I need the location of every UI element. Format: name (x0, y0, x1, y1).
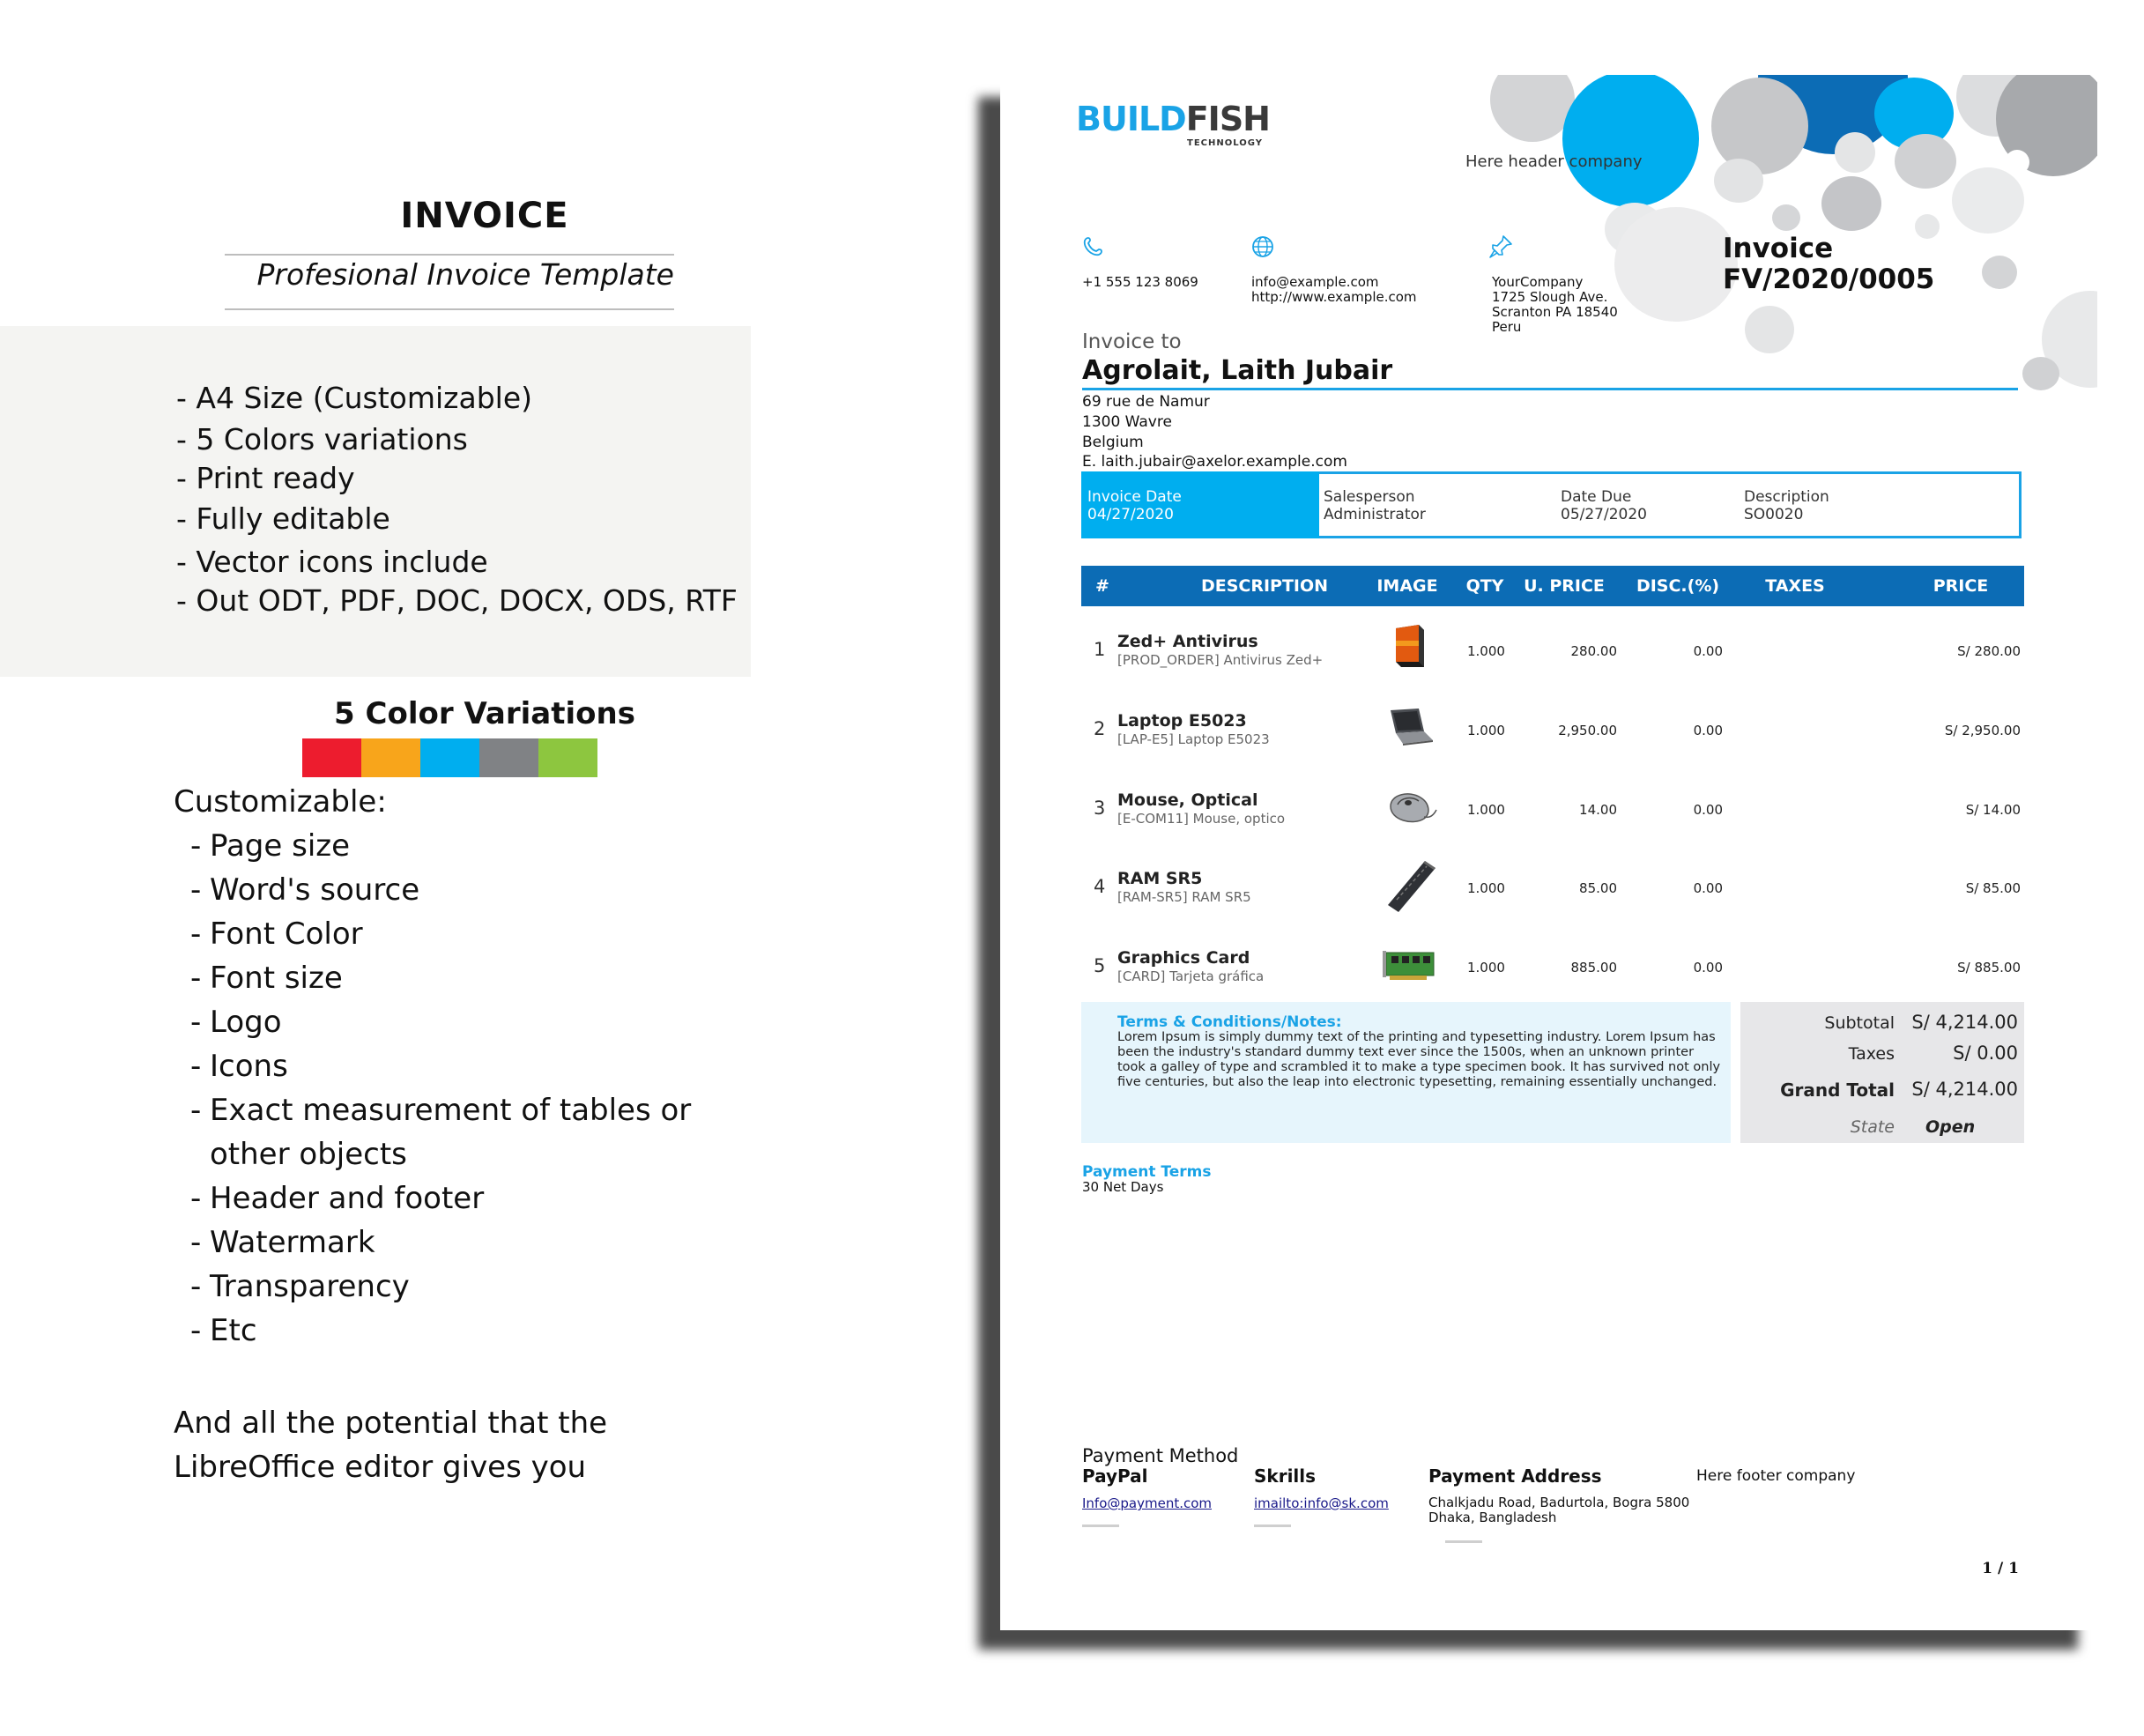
company-logo-subtitle: TECHNOLOGY (1187, 138, 1263, 148)
bubble-decoration (2005, 150, 2029, 174)
page-number: 1 / 1 (1982, 1560, 2019, 1577)
col-header-qty: QTY (1465, 576, 1504, 596)
row-qty: 1.000 (1467, 723, 1505, 738)
row-unit-price: 885.00 (1570, 960, 1617, 976)
title-rule-top (225, 254, 674, 256)
skrills-label: Skrills (1254, 1465, 1317, 1487)
promo-title: INVOICE (400, 196, 569, 236)
row-number: 2 (1094, 718, 1106, 739)
title-rule-bottom (225, 308, 674, 310)
bubble-decoration (1714, 159, 1763, 203)
row-qty: 1.000 (1467, 960, 1505, 976)
bubble-decoration (1982, 256, 2017, 289)
company-address-line: 1725 Slough Ave. (1492, 289, 1608, 305)
customizable-item: - Page size (190, 828, 351, 864)
antivirus-box-image (1392, 623, 1428, 672)
color-swatch-red[interactable] (302, 738, 361, 777)
footer-divider (1445, 1540, 1482, 1543)
client-underline (1082, 388, 2018, 390)
laptop-image (1384, 707, 1435, 751)
row-number: 5 (1094, 955, 1106, 976)
invoice-title: Invoice (1723, 233, 1834, 264)
company-website[interactable]: http://www.example.com (1251, 289, 1417, 305)
payment-terms-value: 30 Net Days (1082, 1179, 1164, 1195)
bubble-decoration (1835, 132, 1875, 173)
row-unit-price: 280.00 (1570, 643, 1617, 659)
row-discount: 0.00 (1693, 802, 1723, 818)
paypal-link[interactable]: Info@payment.com (1082, 1495, 1213, 1511)
payment-method-label: Payment Method (1082, 1445, 1239, 1466)
row-product-name: Zed+ Antivirus (1117, 632, 1258, 651)
invoice-date-value: 04/27/2020 (1087, 506, 1174, 523)
notes-text: Lorem Ipsum is simply dummy text of the printing and typesetting industry. Lorem Ipsum has been the industry's standard dummy text ever since the 1500s, when an unknown printer took a galley of type and scrambled it to make a type specimen book. It has survived not only five centuries, but also the leap into electronic typesetting, remaining essentially unchanged. (1117, 1030, 1721, 1089)
client-email: E. laith.jubair@axelor.example.com (1082, 453, 1347, 471)
row-price: S/ 2,950.00 (1944, 723, 2021, 738)
company-phone: +1 555 123 8069 (1082, 274, 1198, 290)
row-number: 3 (1094, 798, 1106, 819)
customizable-item: - Etc (190, 1313, 257, 1348)
row-unit-price: 85.00 (1579, 880, 1617, 896)
col-header-unit-price: U. PRICE (1524, 576, 1605, 596)
bubble-decoration (1821, 176, 1881, 231)
client-address-line: 1300 Wavre (1082, 413, 1172, 431)
invoice-page (1000, 75, 2097, 1630)
feature-item: - Print ready (176, 461, 355, 495)
row-qty: 1.000 (1467, 643, 1505, 659)
bubble-decoration (1745, 306, 1794, 353)
company-logo: BUILDFISH (1076, 100, 1270, 138)
row-price: S/ 280.00 (1957, 643, 2021, 659)
customizable-item: - Watermark (190, 1225, 375, 1260)
pin-icon (1487, 234, 1514, 265)
client-address-line: 69 rue de Namur (1082, 393, 1210, 411)
row-number: 1 (1094, 639, 1106, 660)
feature-item: - Fully editable (176, 501, 390, 536)
row-price: S/ 885.00 (1957, 960, 2021, 976)
col-header-discount: DISC.(%) (1636, 576, 1720, 596)
col-header-number: # (1095, 576, 1109, 596)
row-product-name: Graphics Card (1117, 948, 1250, 968)
grand-total-label: Grand Total (1780, 1079, 1895, 1101)
salesperson-value: Administrator (1324, 506, 1426, 523)
row-product-code: [RAM-SR5] RAM SR5 (1117, 889, 1251, 905)
bubble-decoration (1614, 207, 1738, 322)
description-label: Description (1744, 488, 1829, 506)
feature-item: - 5 Colors variations (176, 422, 468, 456)
feature-item: - Vector icons include (176, 545, 488, 579)
customizable-item: - Logo (190, 1005, 282, 1040)
promo-subtitle: Profesional Invoice Template (256, 257, 674, 292)
row-price: S/ 85.00 (1965, 880, 2021, 896)
row-unit-price: 2,950.00 (1558, 723, 1617, 738)
payment-address-label: Payment Address (1428, 1465, 1602, 1487)
row-product-code: [CARD] Tarjeta gráfica (1117, 968, 1265, 984)
globe-icon (1250, 234, 1276, 265)
customizable-item: - Font Color (190, 916, 363, 952)
company-email[interactable]: info@example.com (1251, 274, 1379, 290)
invoice-to-label: Invoice to (1082, 330, 1182, 353)
company-address-line: Peru (1492, 319, 1522, 335)
footer-divider (1254, 1525, 1291, 1527)
payment-terms-label: Payment Terms (1082, 1163, 1212, 1181)
row-product-name: Mouse, Optical (1117, 790, 1258, 810)
bubble-decoration (1711, 78, 1808, 174)
salesperson-label: Salesperson (1324, 488, 1415, 506)
row-product-code: [PROD_ORDER] Antivirus Zed+ (1117, 652, 1324, 668)
paypal-label: PayPal (1082, 1465, 1148, 1487)
company-address-line: Scranton PA 18540 (1492, 304, 1618, 320)
grand-total-value: S/ 4,214.00 (1911, 1079, 2018, 1100)
row-qty: 1.000 (1467, 880, 1505, 896)
row-discount: 0.00 (1693, 643, 1723, 659)
skrills-link[interactable]: imailto:info@sk.com (1254, 1495, 1389, 1511)
taxes-value: S/ 0.00 (1953, 1042, 2018, 1064)
invoice-date-label: Invoice Date (1087, 488, 1182, 506)
payment-address-line: Dhaka, Bangladesh (1428, 1510, 1557, 1525)
features-panel (0, 326, 751, 677)
subtotal-value: S/ 4,214.00 (1911, 1012, 2018, 1033)
row-product-name: RAM SR5 (1117, 869, 1203, 888)
row-discount: 0.00 (1693, 723, 1723, 738)
row-unit-price: 14.00 (1579, 802, 1617, 818)
color-swatch-gray[interactable] (479, 738, 538, 777)
footer-company-text: Here footer company (1696, 1467, 1856, 1485)
row-number: 4 (1094, 876, 1106, 897)
client-address-line: Belgium (1082, 434, 1144, 451)
potential-text: And all the potential that the LibreOffice editor gives you (174, 1406, 608, 1485)
color-swatch-blue[interactable] (420, 738, 479, 777)
row-product-code: [LAP-E5] Laptop E5023 (1117, 731, 1270, 747)
customizable-item: - Icons (190, 1049, 288, 1084)
bubble-decoration (1895, 134, 1956, 189)
row-discount: 0.00 (1693, 960, 1723, 976)
row-product-name: Laptop E5023 (1117, 711, 1247, 731)
taxes-label: Taxes (1848, 1044, 1895, 1064)
bubble-decoration (2022, 357, 2059, 390)
customizable-heading: Customizable: (174, 784, 387, 820)
customizable-item: - Header and footer (190, 1181, 485, 1216)
customizable-item: - Font size (190, 961, 343, 996)
phone-icon (1079, 234, 1106, 265)
feature-item: - Out ODT, PDF, DOC, DOCX, ODS, RTF (176, 583, 738, 618)
description-value: SO0020 (1744, 506, 1804, 523)
col-header-description: DESCRIPTION (1200, 576, 1329, 596)
bubble-decoration (1915, 214, 1940, 239)
feature-item: - A4 Size (Customizable) (176, 381, 532, 415)
color-swatch-orange[interactable] (361, 738, 420, 777)
graphics-card-image (1383, 947, 1437, 986)
client-name: Agrolait, Laith Jubair (1082, 355, 1393, 386)
color-swatch-green[interactable] (538, 738, 597, 777)
bubble-decoration (1952, 167, 2024, 234)
state-value: Open (1925, 1117, 1976, 1137)
date-due-label: Date Due (1561, 488, 1632, 506)
state-label: State (1850, 1117, 1895, 1137)
bubble-decoration (1772, 204, 1800, 231)
color-variations-title: 5 Color Variations (334, 696, 635, 731)
customizable-item: - Exact measurement of tables or (190, 1093, 692, 1128)
footer-divider (1082, 1525, 1119, 1527)
ram-image (1386, 859, 1439, 917)
row-product-code: [E-COM11] Mouse, optico (1117, 811, 1286, 827)
bubble-decoration (1562, 75, 1699, 207)
customizable-item: - Word's source (190, 872, 420, 908)
subtotal-label: Subtotal (1824, 1013, 1895, 1033)
company-address-line: YourCompany (1492, 274, 1584, 290)
customizable-item-continued: other objects (210, 1137, 407, 1172)
header-company-text: Here header company (1465, 152, 1643, 171)
col-header-price: PRICE (1933, 576, 1989, 596)
date-due-value: 05/27/2020 (1561, 506, 1647, 523)
invoice-number: FV/2020/0005 (1723, 263, 1935, 295)
mouse-image (1385, 787, 1438, 829)
notes-title: Terms & Conditions/Notes: (1117, 1013, 1342, 1031)
row-qty: 1.000 (1467, 802, 1505, 818)
col-header-image: IMAGE (1376, 576, 1438, 596)
col-header-taxes: TAXES (1765, 576, 1825, 596)
row-discount: 0.00 (1693, 880, 1723, 896)
payment-address-line: Chalkjadu Road, Badurtola, Bogra 5800 (1428, 1495, 1690, 1510)
customizable-item: - Transparency (190, 1269, 410, 1304)
row-price: S/ 14.00 (1965, 802, 2021, 818)
